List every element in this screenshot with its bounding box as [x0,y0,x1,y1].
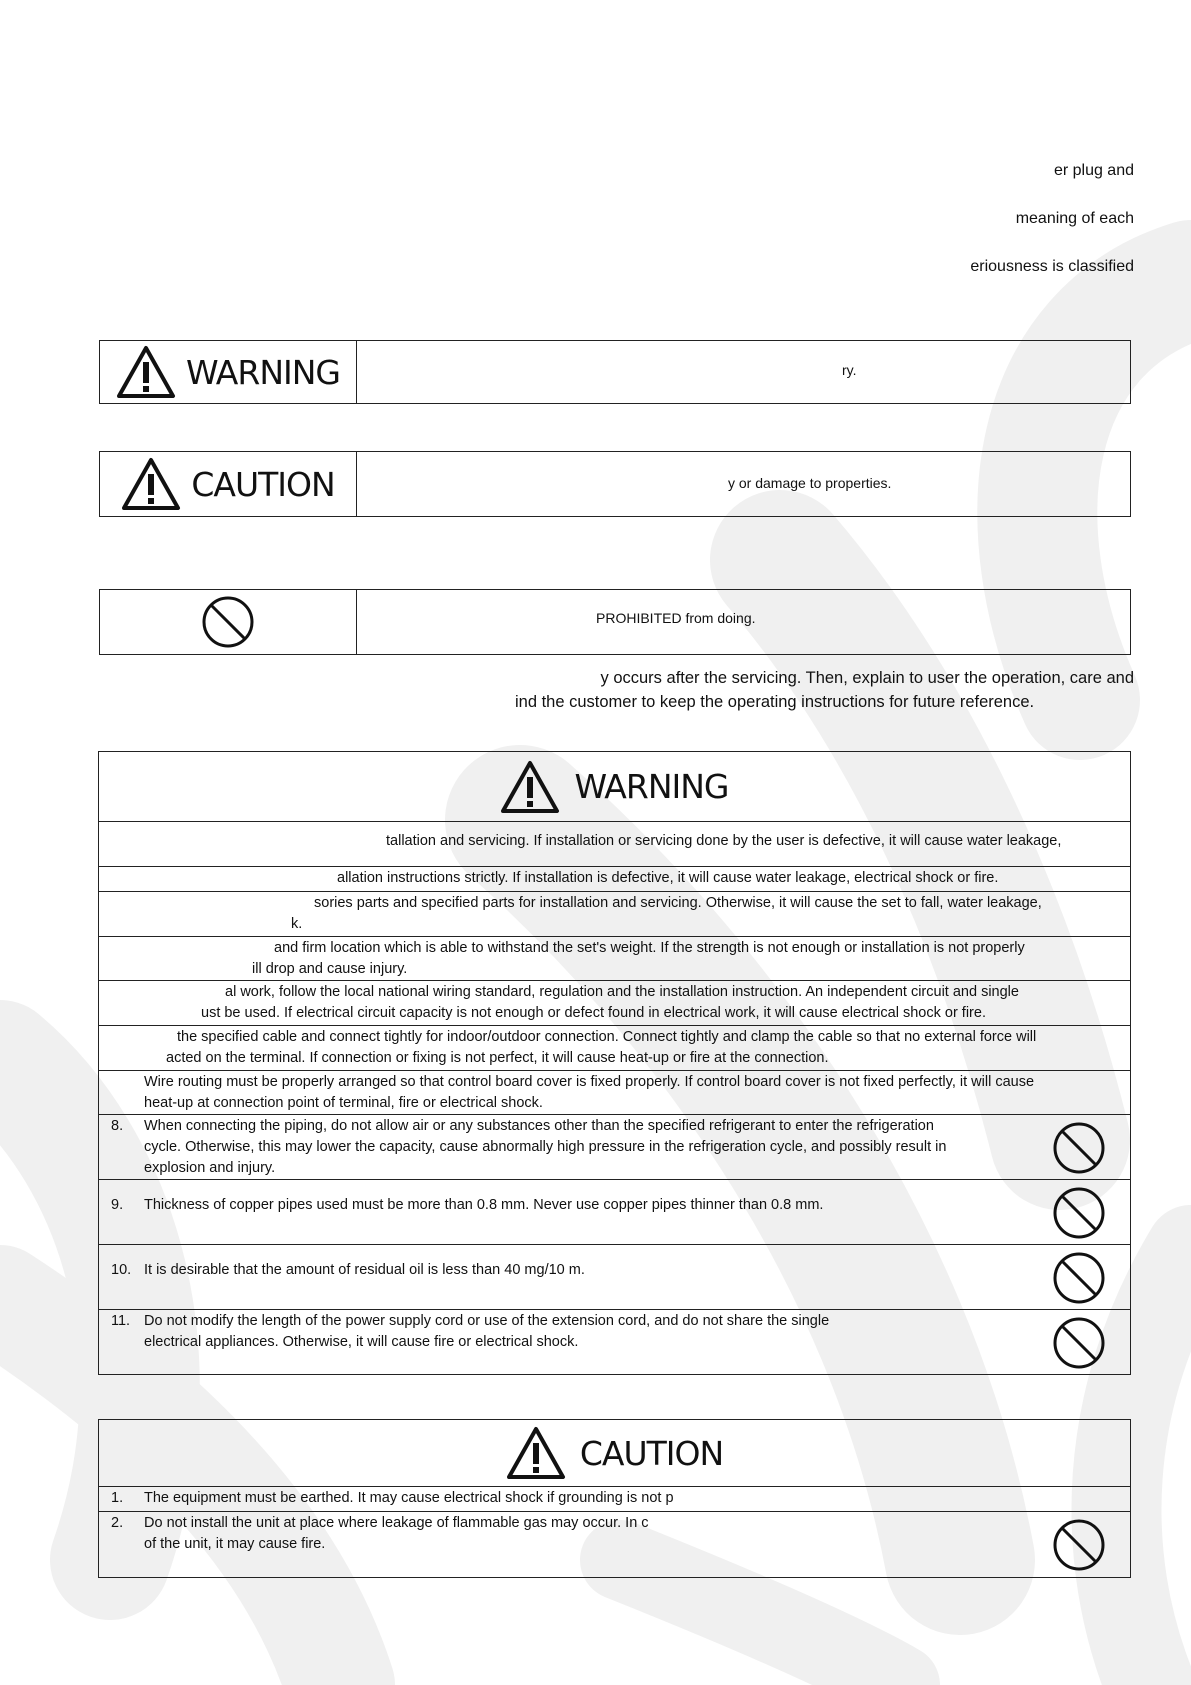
warning-row-text: ust be used. If electrical circuit capacity is not enough or defect found in electrical work, it will cause electrical shock or fire. [201,1005,986,1021]
prohibited-icon [1052,1121,1106,1175]
prohibited-icon-wrap [1052,1518,1106,1578]
warning-table-header [99,752,1130,822]
warning-row-text: and firm location which is able to withstand the set's weight. If the strength is not enough or installation is not properly [274,940,1025,956]
legend-caution-desc: y or damage to properties. [728,475,892,491]
prohibited-icon [1052,1251,1106,1305]
prohibited-icon [1052,1518,1106,1572]
warning-row-text: k. [291,916,303,932]
warning-row-text: Wire routing must be properly arranged so that control board cover is fixed properly. If control board cover is not fixed perfectly, it will cause [144,1074,1035,1090]
warning-row-text: It is desirable that the amount of residual oil is less than 40 mg/10 m. [144,1262,585,1278]
legend-caution-sign [100,452,357,516]
warning-row [99,1070,1130,1114]
caution-row [99,1511,1130,1577]
legend-prohibited-sign [100,590,357,654]
warning-row-text: cycle. Otherwise, this may lower the capacity, cause abnormally high pressure in the refrigeration cycle, and possibly result in [144,1139,947,1155]
legend-warning-sign [100,341,357,403]
caution-row-text: The equipment must be earthed. It may cause electrical shock if grounding is not p [144,1490,674,1506]
warning-row-text: Do not modify the length of the power supply cord or use of the extension cord, and do not share the single [144,1313,830,1329]
warning-row-text: explosion and injury. [144,1160,276,1176]
legend-warning-desc: ry. [842,362,857,378]
warning-row-number: 10. [111,1262,132,1278]
caution-triangle-icon [506,1426,566,1480]
warning-triangle-icon [116,345,176,399]
warning-row-text: ill drop and cause injury. [252,961,408,977]
intro-line-3: eriousness is classified [970,258,1134,275]
caution-table-header [99,1420,1130,1487]
warning-rows [99,822,1130,1374]
middle-text-line-2: ind the customer to keep the operating instructions for future reference. [515,693,1035,711]
caution-rows [99,1487,1130,1577]
warning-row [99,936,1130,980]
warning-row-number: 8. [111,1118,124,1134]
warning-row [99,1025,1130,1070]
caution-row-text: of the unit, it may cause fire. [144,1536,326,1552]
prohibited-icon-wrap [1052,1316,1106,1376]
prohibited-icon-wrap [1052,1186,1106,1246]
caution-triangle-icon [121,457,181,511]
warning-row-text: the specified cable and connect tightly for indoor/outdoor connection. Connect tightly and clamp the cable so that no external force will [177,1029,1037,1045]
warning-row [99,866,1130,891]
warning-row-text: heat-up at connection point of terminal, fire or electrical shock. [144,1095,543,1111]
warning-row [99,822,1130,866]
warning-row-text: sories parts and specified parts for installation and servicing. Otherwise, it will cause the set to fall, water leakage, [314,895,1042,911]
caution-table [98,1419,1131,1578]
middle-text-line-1: y occurs after the servicing. Then, explain to user the operation, care and [600,669,1134,687]
legend-warning-word: WARNING [185,352,340,392]
prohibited-icon [1052,1316,1106,1370]
warning-row [99,980,1130,1025]
caution-table-title: CAUTION [579,1433,724,1473]
caution-row-text: Do not install the unit at place where leakage of flammable gas may occur. In c [144,1515,649,1531]
warning-row-text: al work, follow the local national wiring standard, regulation and the installation instruction. An independent circuit and single [225,984,1019,1000]
warning-triangle-icon [500,760,560,814]
warning-table-title: WARNING [574,767,729,806]
prohibited-icon-wrap [1052,1121,1106,1181]
warning-row-text: When connecting the piping, do not allow air or any substances other than the specified refrigerant to enter the refrigeration [144,1118,934,1134]
warning-row [99,1244,1130,1309]
warning-row [99,891,1130,936]
warning-row [99,1114,1130,1179]
legend-warning-box [99,340,1131,404]
warning-row-text: Thickness of copper pipes used must be more than 0.8 mm. Never use copper pipes thinner than 0.8 mm. [144,1197,824,1213]
warning-row-text: electrical appliances. Otherwise, it will cause fire or electrical shock. [144,1334,579,1350]
legend-caution-box [99,451,1131,517]
caution-row [99,1487,1130,1511]
warning-row-number: 11. [111,1313,131,1329]
caution-row-number: 1. [111,1490,124,1506]
warning-row [99,1179,1130,1244]
prohibited-icon [201,595,255,649]
warning-table [98,751,1131,1375]
prohibited-icon-wrap [1052,1251,1106,1311]
warning-row-text: tallation and servicing. If installation or servicing done by the user is defective, it will cause water leakage, [386,833,1062,849]
intro-line-2: meaning of each [1015,210,1134,227]
warning-row-number: 9. [111,1197,124,1213]
warning-row [99,1309,1130,1374]
caution-row-number: 2. [111,1515,124,1531]
warning-row-text: acted on the terminal. If connection or fixing is not perfect, it will cause heat-up or fire at the connection. [166,1050,829,1066]
legend-caution-word: CAUTION [191,464,335,504]
intro-line-1: er plug and [1053,162,1134,179]
legend-prohibited-desc: PROHIBITED from doing. [596,610,756,626]
warning-row-text: allation instructions strictly. If installation is defective, it will cause water leakage, electrical shock or fire. [337,870,999,886]
legend-prohibited-box [99,589,1131,655]
prohibited-icon [1052,1186,1106,1240]
